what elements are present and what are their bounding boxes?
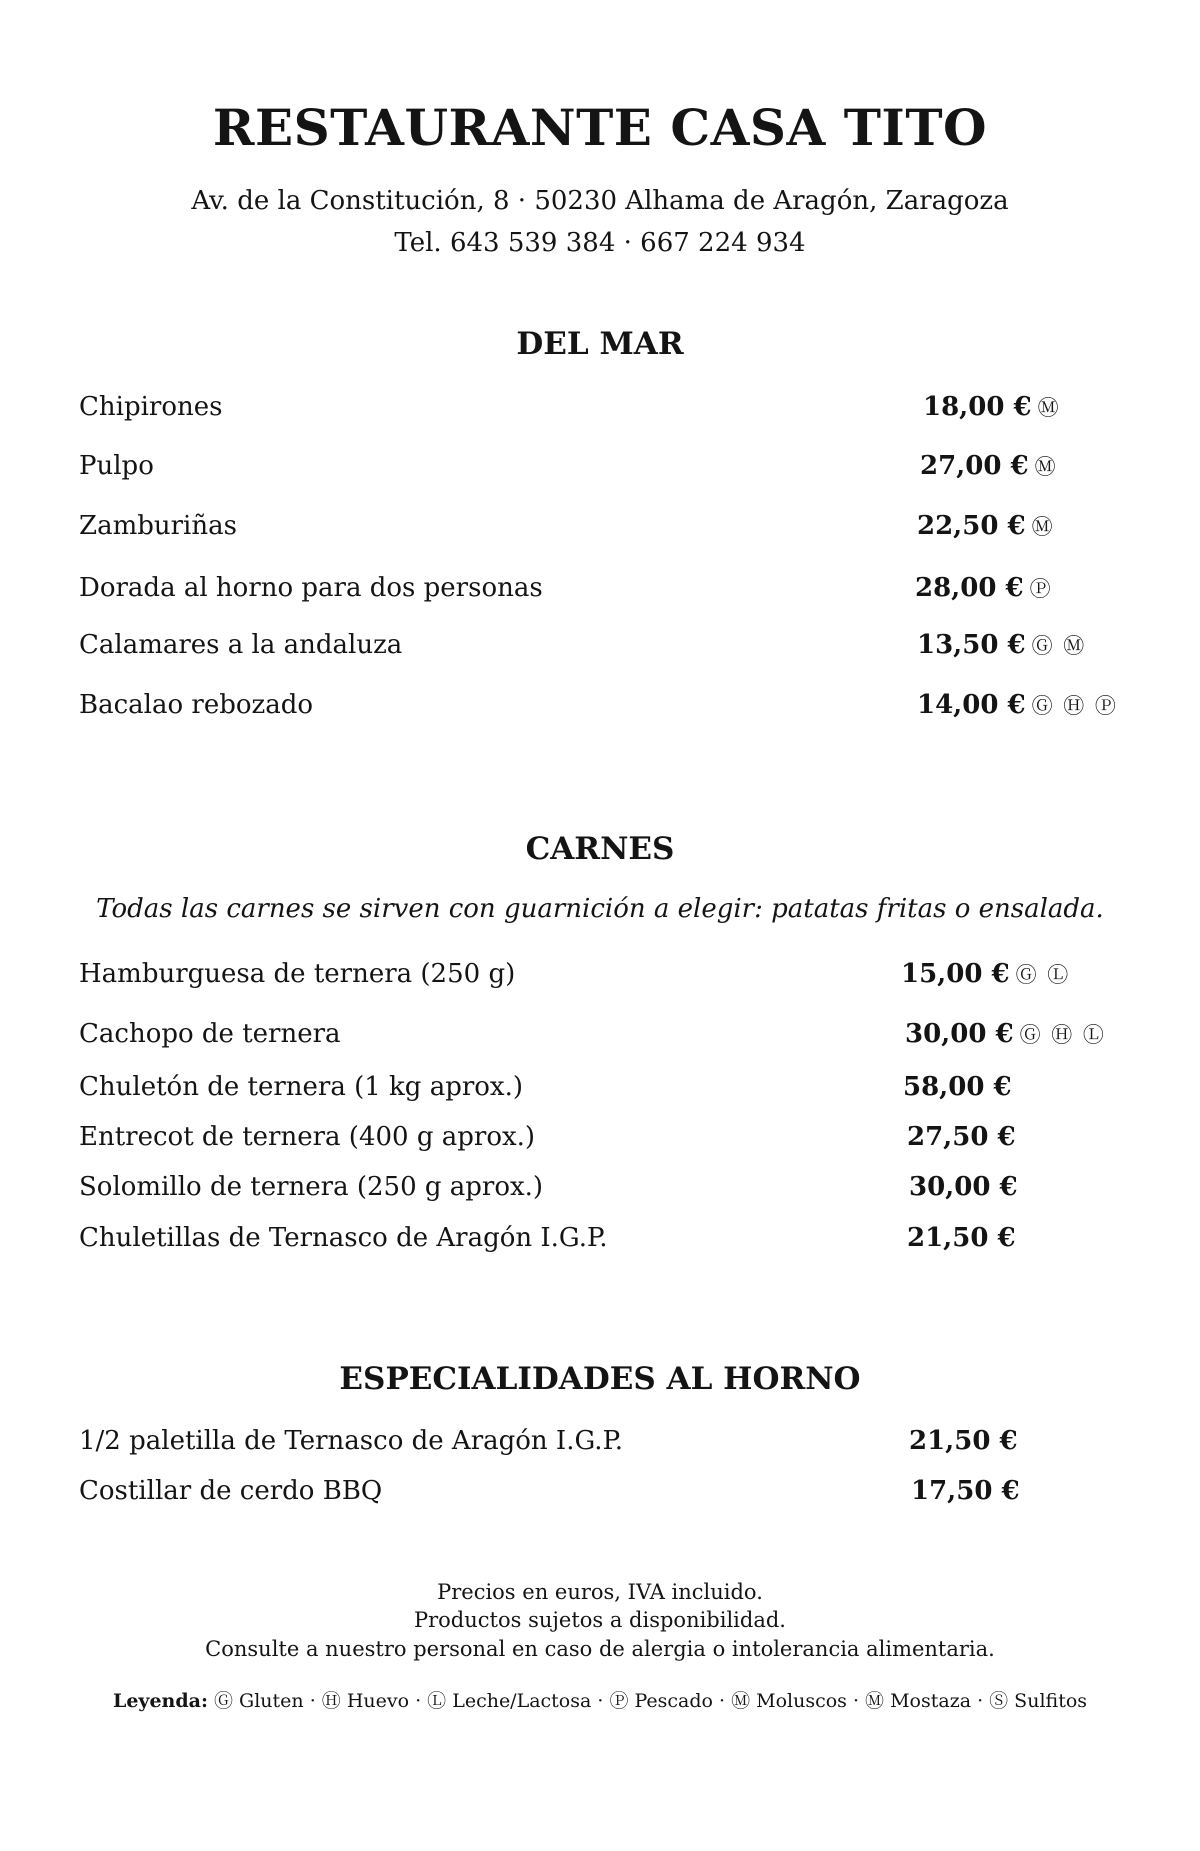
price-value: 14,00 € [917,690,1026,720]
restaurant-title: RESTAURANTE CASA TITO [212,98,988,157]
menu-item-name: Costillar de cerdo BBQ [79,1476,383,1506]
menu-item-price [909,1426,1024,1456]
price-value: 18,00 € [923,392,1032,422]
menu-item-price [907,1223,1022,1253]
menu-item-name: Chuletón de ternera (1 kg aprox.) [79,1072,523,1102]
menu-item-price [911,1476,1026,1506]
allergen-icons: Ⓟ [1029,577,1053,601]
price-value: 13,50 € [917,630,1026,660]
footer-note: Consulte a nuestro personal en caso de alergia o intolerancia alimentaria. [205,1637,995,1661]
menu-item-price [917,690,1118,720]
menu-item-name: Entrecot de ternera (400 g aprox.) [79,1122,536,1152]
price-value: 22,50 € [917,511,1026,541]
section-title-del-mar: DEL MAR [516,326,684,362]
section-title-carnes: CARNES [525,831,675,867]
menu-item-price [901,959,1070,989]
section-title-horno: ESPECIALIDADES AL HORNO [339,1361,861,1397]
allergen-legend [0,1686,1200,1713]
menu-item-name: Bacalao rebozado [79,690,314,720]
price-value: 58,00 € [903,1072,1012,1102]
menu-item-price [920,451,1058,481]
section-note-carnes: Todas las carnes se sirven con guarnición a elegir: patatas fritas o ensalada. [96,894,1104,924]
menu-item-name: Chipirones [79,392,223,422]
menu-item-price [923,392,1061,422]
allergen-icons: Ⓖ Ⓛ [1015,963,1071,987]
menu-item-price [909,1172,1024,1202]
menu-item-name: Solomillo de ternera (250 g aprox.) [79,1172,544,1202]
menu-item-price [903,1072,1018,1102]
footer-note: Productos sujetos a disponibilidad. [414,1608,786,1632]
price-value: 27,50 € [907,1122,1016,1152]
menu-item-name: Zamburiñas [79,511,237,541]
price-value: 30,00 € [905,1019,1014,1049]
price-value: 27,00 € [920,451,1029,481]
price-value: 21,50 € [909,1426,1018,1456]
menu-item-price [907,1122,1022,1152]
footer-note: Precios en euros, IVA incluido. [437,1580,763,1604]
price-value: 30,00 € [909,1172,1018,1202]
restaurant-address: Av. de la Constitución, 8 · 50230 Alhama de Aragón, Zaragoza [191,186,1009,216]
price-value: 15,00 € [901,959,1010,989]
allergen-icons: Ⓖ Ⓗ Ⓟ [1031,694,1118,718]
menu-item-name: Hamburguesa de ternera (250 g) [79,959,516,989]
price-value: 28,00 € [915,573,1024,603]
menu-item-name: Chuletillas de Ternasco de Aragón I.G.P. [79,1223,608,1253]
legend-label: Leyenda: [112,1690,208,1712]
price-value: 21,50 € [907,1223,1016,1253]
allergen-icons: Ⓜ [1034,455,1058,479]
menu-item-name: Cachopo de ternera [79,1019,341,1049]
menu-item-price [917,630,1086,660]
menu-item-name: Calamares a la andaluza [79,630,403,660]
allergen-icons: Ⓖ Ⓜ [1031,634,1087,658]
price-value: 17,50 € [911,1476,1020,1506]
menu-item-name: Dorada al horno para dos personas [79,573,543,603]
legend-text: Ⓖ Gluten · Ⓗ Huevo · Ⓛ Leche/Lactosa · Ⓟ Pescado · Ⓜ Moluscos · Ⓜ Mostaza · Ⓢ Sulfitos [214,1690,1088,1712]
allergen-icons: Ⓜ [1037,396,1061,420]
menu-item-price [917,511,1055,541]
menu-item-name: 1/2 paletilla de Ternasco de Aragón I.G.P. [79,1426,624,1456]
menu-item-price [905,1019,1106,1049]
allergen-icons: Ⓖ Ⓗ Ⓛ [1019,1023,1106,1047]
allergen-icons: Ⓜ [1031,515,1055,539]
menu-item-price [915,573,1053,603]
menu-item-name: Pulpo [79,451,154,481]
restaurant-phone: Tel. 643 539 384 · 667 224 934 [394,228,806,258]
